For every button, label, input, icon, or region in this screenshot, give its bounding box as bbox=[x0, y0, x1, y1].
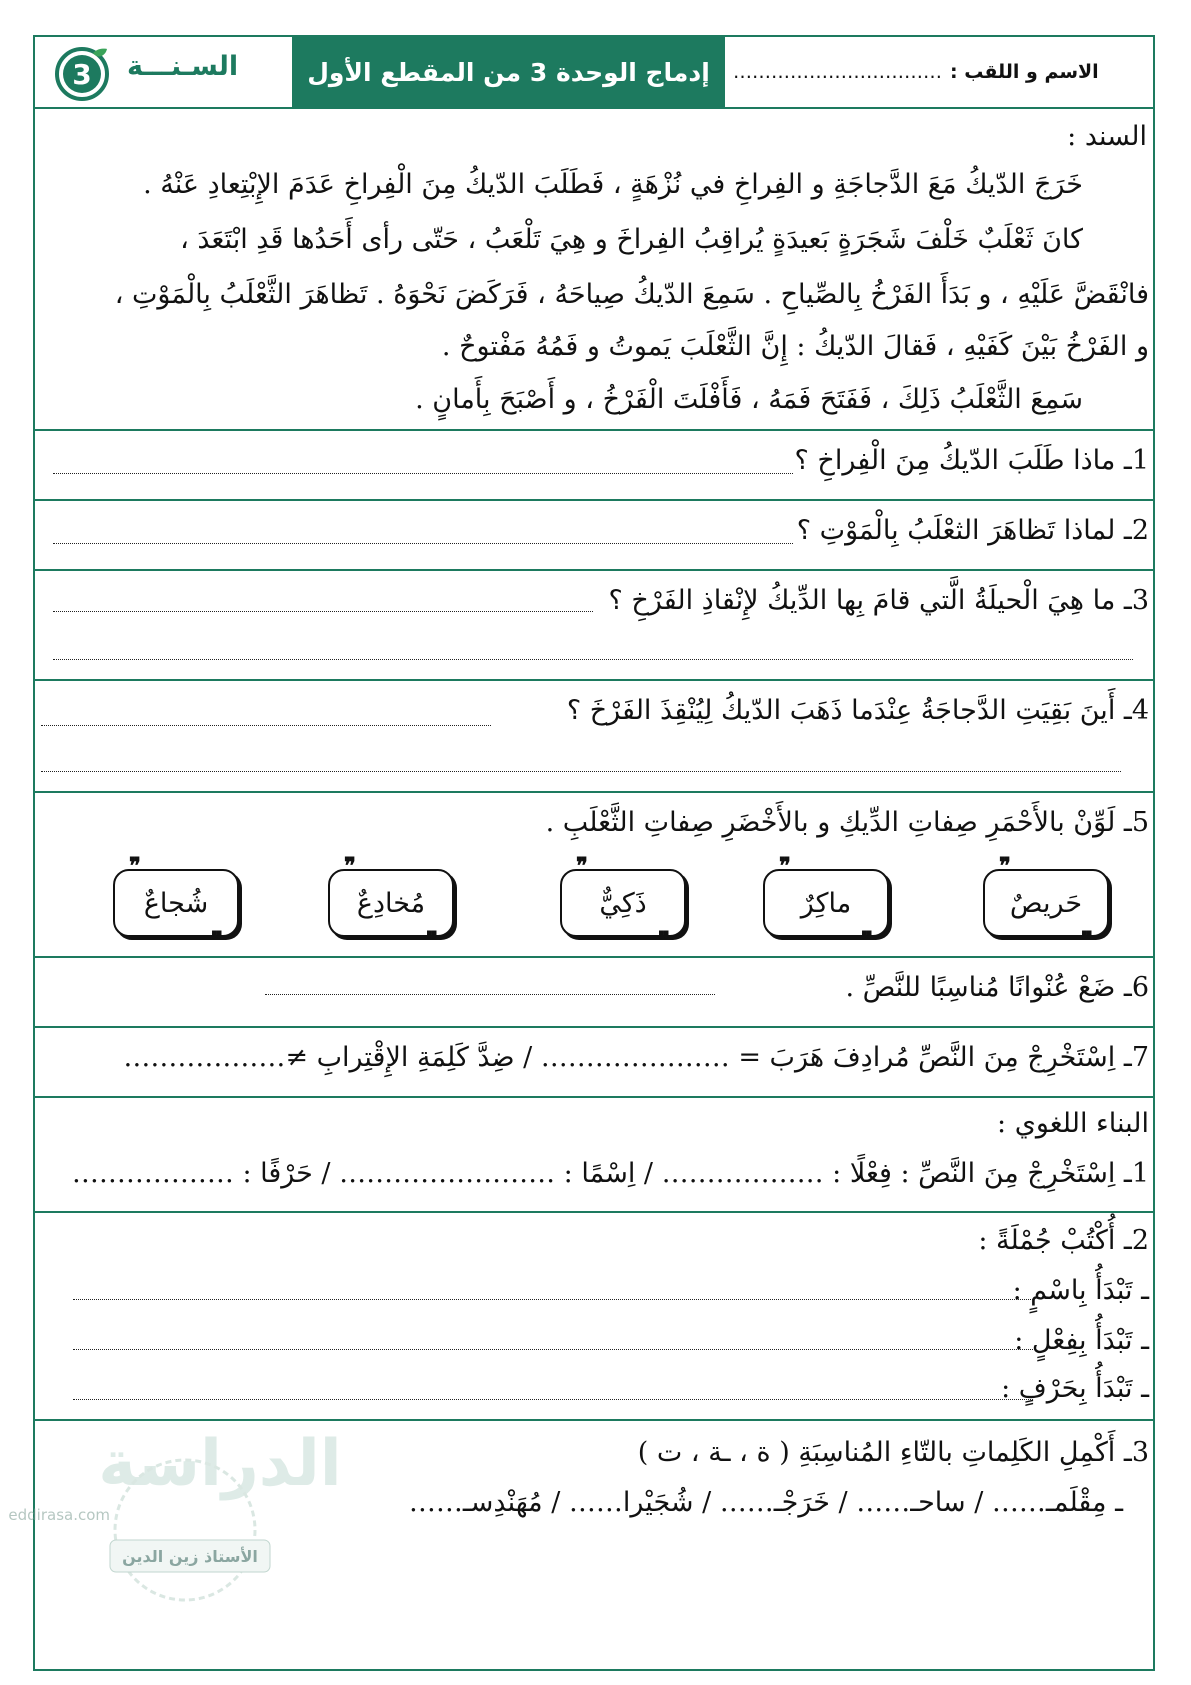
year-number: 3 bbox=[72, 58, 92, 91]
grammar-heading: البناء اللغوي : bbox=[997, 1108, 1149, 1139]
trait-word-card[interactable]: ❞ ماكِرٌ ❞ bbox=[763, 869, 889, 937]
answer-line[interactable] bbox=[53, 543, 793, 544]
answer-line[interactable] bbox=[265, 994, 715, 995]
svg-text:الدراسة: الدراسة bbox=[98, 1427, 342, 1501]
watermark-logo-icon bbox=[8, 1390, 400, 1620]
fill-words: ـ مِقْلَمـ…… / ساحـ…… / خَرَجْـ…… / شُجَيْرا…… / مُهَنْدِسـ…… bbox=[408, 1487, 1123, 1518]
question-text: 6ـ ضَعْ عُنْوانًا مُناسِبًا للنَّصِّ . bbox=[845, 972, 1149, 1003]
year-box bbox=[35, 37, 294, 107]
question-text: 5ـ لَوِّنْ بالأَحْمَرِ صِفاتِ الدِّيكِ و بالأَخْضَرِ صِفاتِ الثَّعْلَبِ . bbox=[545, 807, 1149, 838]
grammar-section bbox=[35, 1098, 1153, 1213]
answer-line[interactable] bbox=[53, 659, 1133, 660]
trait-word-card[interactable]: ❞ مُخادِعٌ ❞ bbox=[328, 869, 454, 937]
grammar-question-1: 1ـ اِسْتَخْرِجْ مِنَ النَّصِّ : فِعْلًا : ……………… / اِسْمًا : …………………… / حَرْفًا : ……………… bbox=[71, 1158, 1149, 1189]
question-6 bbox=[35, 958, 1153, 1028]
trait-word-card[interactable]: ❞ حَريصٌ ❞ bbox=[983, 869, 1109, 937]
grammar-question-2: 2ـ أُكْتُبْ جُمْلَةً : bbox=[978, 1225, 1149, 1256]
year-3-logo-icon bbox=[53, 43, 111, 101]
answer-line[interactable] bbox=[73, 1349, 1033, 1350]
name-label: الاسم و اللقب : bbox=[950, 61, 1099, 83]
svg-text:الأستاذ زين الدين: الأستاذ زين الدين bbox=[122, 1547, 258, 1566]
question-text: 2ـ لماذا تَظاهَرَ الثعْلَبُ بِالْمَوْتِ ؟ bbox=[796, 515, 1149, 546]
question-3 bbox=[35, 571, 1153, 681]
text-line: فانْقَضَّ عَلَيْهِ ، و بَدَأَ الفَرْخُ بِالصِّياحِ . سَمِعَ الدّيكُ صِياحَهُ ، فَرَكَضَ نَحْوَهُ . تَظاهَرَ الثَّعْلَبُ بِالْمَوْتِ ، bbox=[114, 279, 1149, 310]
question-text: 4ـ أَينَ بَقِيَتِ الدَّجاجَةُ عِنْدَما ذَهَبَ الدّيكُ لِيُنْقِذَ الفَرْخَ ؟ bbox=[566, 695, 1149, 726]
grammar-question-3: 3ـ أَكْمِلِ الكَلِماتِ بالتّاءِ المُناسِبَةِ ( ة ، ـة ، ت ) bbox=[637, 1437, 1149, 1468]
question-5 bbox=[35, 793, 1153, 958]
name-field[interactable] bbox=[725, 37, 1153, 107]
answer-line[interactable] bbox=[53, 473, 793, 474]
sentence-prompt: ـ تَبْدَأُ بِفِعْلٍ : bbox=[1014, 1325, 1149, 1356]
question-text: 1ـ ماذا طَلَبَ الدّيكُ مِنَ الْفِراخِ ؟ bbox=[794, 445, 1149, 476]
sentence-prompt: ـ تَبْدَأُ بِحَرْفٍ : bbox=[1001, 1373, 1149, 1404]
text-line: خَرَجَ الدّيكُ مَعَ الدَّجاجَةِ و الفِراخِ في نُزْهَةٍ ، فَطَلَبَ الدّيكُ مِنَ الْفِراخِ عَدَمَ الإِبْتِعادِ عَنْهُ . bbox=[143, 169, 1083, 200]
sentence-prompt: ـ تَبْدَأُ بِاسْمٍ : bbox=[1012, 1275, 1149, 1306]
worksheet-title: إدماج الوحدة 3 من المقطع الأول bbox=[292, 37, 725, 107]
question-text: 3ـ ما هِيَ الْحيلَةُ الَّتي قامَ بِها الدِّيكُ لإِنْقاذِ الفَرْخِ ؟ bbox=[608, 585, 1149, 616]
question-2 bbox=[35, 501, 1153, 571]
text-line: كانَ ثَعْلَبٌ خَلْفَ شَجَرَةٍ بَعيدَةٍ يُراقِبُ الفِراخَ و هِيَ تَلْعَبُ ، حَتّى رأى أَحَدُها قَدِ ابْتَعَدَ ، bbox=[180, 224, 1083, 255]
answer-line[interactable] bbox=[41, 725, 491, 726]
trait-word-card[interactable]: ❞ ذَكِيٌّ ❞ bbox=[560, 869, 686, 937]
answer-line[interactable] bbox=[41, 771, 1121, 772]
header bbox=[35, 37, 1153, 109]
text-section bbox=[35, 109, 1153, 431]
trait-word-card[interactable]: ❞ شُجاعٌ ❞ bbox=[113, 869, 239, 937]
text-line: و الفَرْخُ بَيْنَ كَفَيْهِ ، فَقالَ الدّيكُ : إِنَّ الثَّعْلَبَ يَموتُ و فَمُهُ مَفْتوحٌ . bbox=[441, 331, 1149, 362]
text-heading: السند : bbox=[1067, 121, 1147, 152]
question-1 bbox=[35, 431, 1153, 501]
answer-line[interactable] bbox=[53, 611, 593, 612]
question-text: 7ـ اِسْتَخْرِجْ مِنَ النَّصِّ مُرادِفَ هَرَبَ = ………………… / ضِدَّ كَلِمَةِ الإِقْتِرابِ ≠……………… bbox=[123, 1042, 1149, 1073]
name-dots: …………………………… bbox=[733, 61, 942, 83]
year-label: السـنـــة bbox=[127, 51, 239, 82]
text-line: سَمِعَ الثَّعْلَبُ ذَلِكَ ، فَفَتَحَ فَمَهُ ، فَأَفْلَتَ الْفَرْخُ ، و أَصْبَحَ بِأَمانٍ . bbox=[415, 384, 1083, 415]
svg-text:eddirasa.com: eddirasa.com bbox=[8, 1506, 110, 1524]
answer-line[interactable] bbox=[73, 1299, 1033, 1300]
question-7 bbox=[35, 1028, 1153, 1098]
question-4 bbox=[35, 681, 1153, 793]
